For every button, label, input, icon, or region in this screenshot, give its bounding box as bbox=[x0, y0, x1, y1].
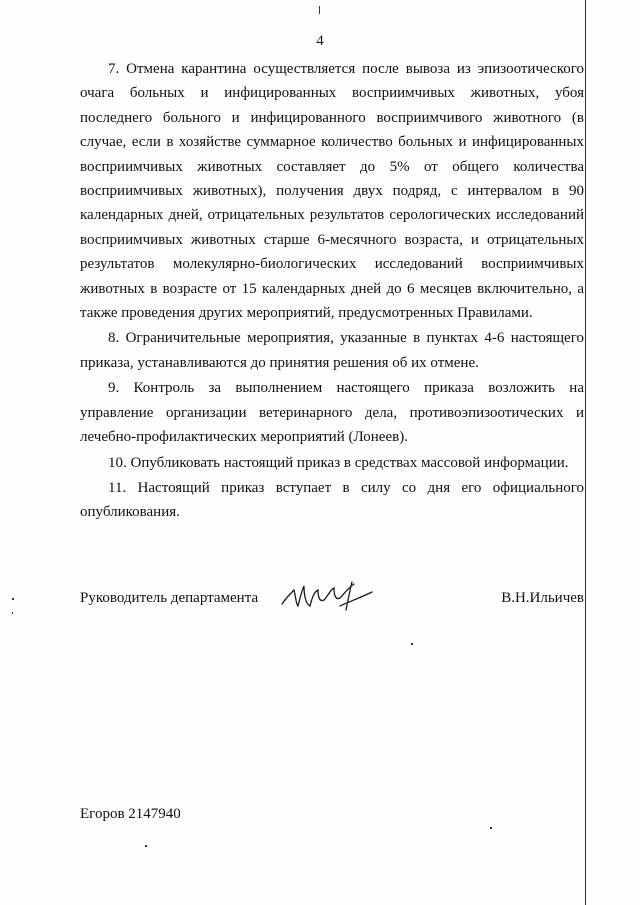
paragraph-7: 7. Отмена карантина осуществляется после вывоза из эпизоотического очага больных и инфицированных восприимчивых животных, убоя последнего больного и инфицированного восприимчивого животного (в случае, если в хозяйстве суммарное количество больных и инфицированных восприимчивых животных составляет до 5% от общего количества восприимчивых животных), получения двух подряд, с интервалом в 90 календарных дней, отрицательных результатов серологических исследований восприимчивых животных старше 6-месячного возраста, и отрицательных результатов молекулярно-биологических исследований восприимчивых животных в возрасте от 15 календарных дней до 6 месяцев включительно, а также проведения других мероприятий, предусмотренных Правилами. bbox=[80, 61, 584, 322]
scan-speck bbox=[411, 643, 413, 645]
paragraph-8: 8. Ограничительные мероприятия, указанные в пунктах 4-6 настоящего приказа, устанавливаются до принятия решения об их отмене. bbox=[80, 330, 584, 371]
scan-speck bbox=[12, 612, 13, 614]
scan-speck bbox=[12, 598, 14, 600]
paragraph-10: 10. Опубликовать настоящий приказ в средствах массовой информации. bbox=[108, 454, 569, 471]
executor-info: Егоров 2147940 bbox=[80, 806, 181, 822]
paragraph-11: 11. Настоящий приказ вступает в силу со дня его официального опубликования. bbox=[80, 479, 584, 521]
handwritten-signature bbox=[276, 576, 376, 616]
signatory-name: В.Н.Ильичев bbox=[501, 590, 584, 606]
paragraph-9: 9. Контроль за выполнением настоящего приказа возложить на управление организации ветеринарного дела, противоэпизоотических и лечебно-профилактических мероприятий (Лонеев). bbox=[80, 380, 584, 446]
page-number: 4 bbox=[316, 33, 324, 49]
document-body bbox=[80, 57, 584, 525]
scan-edge-line bbox=[585, 0, 586, 905]
scan-speck bbox=[319, 6, 320, 14]
scan-speck bbox=[490, 827, 492, 829]
signature-block bbox=[80, 584, 584, 624]
scan-speck bbox=[145, 845, 147, 847]
signatory-title: Руководитель департамента bbox=[80, 590, 259, 606]
